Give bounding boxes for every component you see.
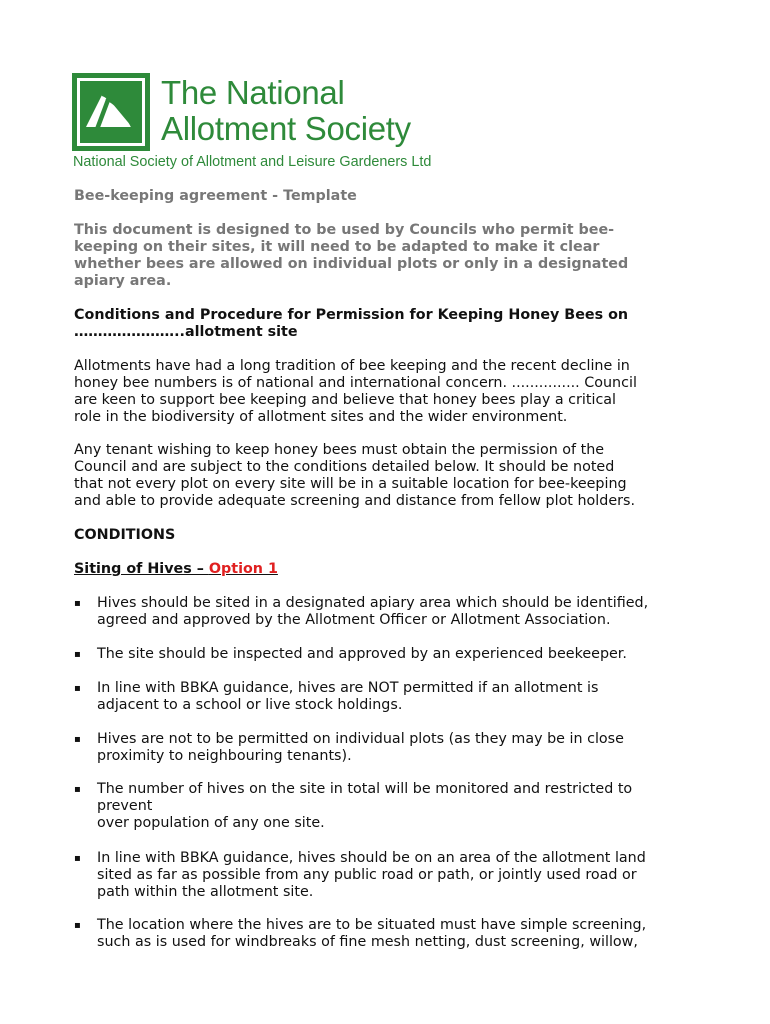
- bullet-icon: ▪: [74, 683, 81, 694]
- paragraph-line: are keen to support bee keeping and believe that honey bees play a critical: [74, 392, 617, 408]
- siting-heading: [74, 561, 714, 578]
- list-item-line: agreed and approved by the Allotment Officer or Allotment Association.: [97, 612, 611, 628]
- list-item: [97, 781, 717, 832]
- bullet-icon: ▪: [74, 598, 81, 609]
- logo-subtitle: National Society of Allotment and Leisure Gardeners Ltd: [73, 154, 432, 170]
- heading-line: …………………..allotment site: [74, 324, 298, 340]
- paragraph-1: [74, 358, 714, 426]
- intro-line: whether bees are allowed on individual plots or only in a designated: [74, 256, 629, 272]
- list-item-line: path within the allotment site.: [97, 884, 314, 900]
- list-item: [97, 595, 717, 629]
- siting-label: Siting of Hives –: [74, 561, 209, 577]
- intro-line: apiary area.: [74, 273, 172, 289]
- list-item-line: In line with BBKA guidance, hives are NOT permitted if an allotment is: [97, 680, 599, 696]
- logo-title-line1: The National: [161, 74, 345, 111]
- list-item-line: The site should be inspected and approved by an experienced beekeeper.: [97, 646, 627, 662]
- bullet-icon: ▪: [74, 734, 81, 745]
- paragraph-line: Allotments have had a long tradition of bee keeping and the recent decline in: [74, 358, 630, 374]
- allotment-logo-icon: [72, 73, 150, 151]
- document-title: Bee-keeping agreement - Template: [74, 188, 357, 204]
- paragraph-line: role in the biodiversity of allotment sites and the wider environment.: [74, 409, 568, 425]
- paragraph-line: Council and are subject to the conditions detailed below. It should be noted: [74, 459, 615, 475]
- paragraph-line: honey bee numbers is of national and international concern. ............... Council: [74, 375, 637, 391]
- bullet-icon: ▪: [74, 920, 81, 931]
- list-item-line: Hives should be sited in a designated apiary area which should be identified,: [97, 595, 649, 611]
- conditions-heading: CONDITIONS: [74, 527, 176, 543]
- bullet-icon: ▪: [74, 649, 81, 660]
- list-item: [97, 646, 717, 663]
- list-item: [97, 850, 717, 901]
- bullet-icon: ▪: [74, 853, 81, 864]
- list-item-line: sited as far as possible from any public road or path, or jointly used road or: [97, 867, 637, 883]
- intro-line: keeping on their sites, it will need to be adapted to make it clear: [74, 239, 600, 255]
- logo-title-line2: Allotment Society: [161, 110, 411, 147]
- list-item: [97, 917, 717, 951]
- list-item-line: In line with BBKA guidance, hives should be on an area of the allotment land: [97, 850, 646, 866]
- list-item: [97, 731, 717, 765]
- section-heading: [74, 307, 714, 341]
- list-item-line: The location where the hives are to be situated must have simple screening,: [97, 917, 647, 933]
- option-label: Option 1: [208, 561, 278, 577]
- intro-paragraph: [74, 222, 714, 290]
- heading-line: Conditions and Procedure for Permission for Keeping Honey Bees on: [74, 307, 629, 323]
- list-item-line: The number of hives on the site in total will be monitored and restricted to: [97, 781, 633, 797]
- paragraph-line: that not every plot on every site will be in a suitable location for bee-keeping: [74, 476, 627, 492]
- list-item-line: Hives are not to be permitted on individual plots (as they may be in close: [97, 731, 624, 747]
- list-item-line: adjacent to a school or live stock holdings.: [97, 697, 403, 713]
- list-item-line: such as is used for windbreaks of fine mesh netting, dust screening, willow,: [97, 934, 638, 950]
- bullet-icon: ▪: [74, 784, 81, 795]
- list-item-line: over population of any one site.: [97, 815, 325, 831]
- list-item: [97, 680, 717, 714]
- paragraph-line: and able to provide adequate screening and distance from fellow plot holders.: [74, 493, 635, 509]
- paragraph-line: Any tenant wishing to keep honey bees must obtain the permission of the: [74, 442, 605, 458]
- intro-line: This document is designed to be used by Councils who permit bee-: [74, 222, 615, 238]
- list-item-line: proximity to neighbouring tenants).: [97, 748, 352, 764]
- list-item-line: prevent: [97, 798, 153, 814]
- paragraph-2: [74, 442, 714, 510]
